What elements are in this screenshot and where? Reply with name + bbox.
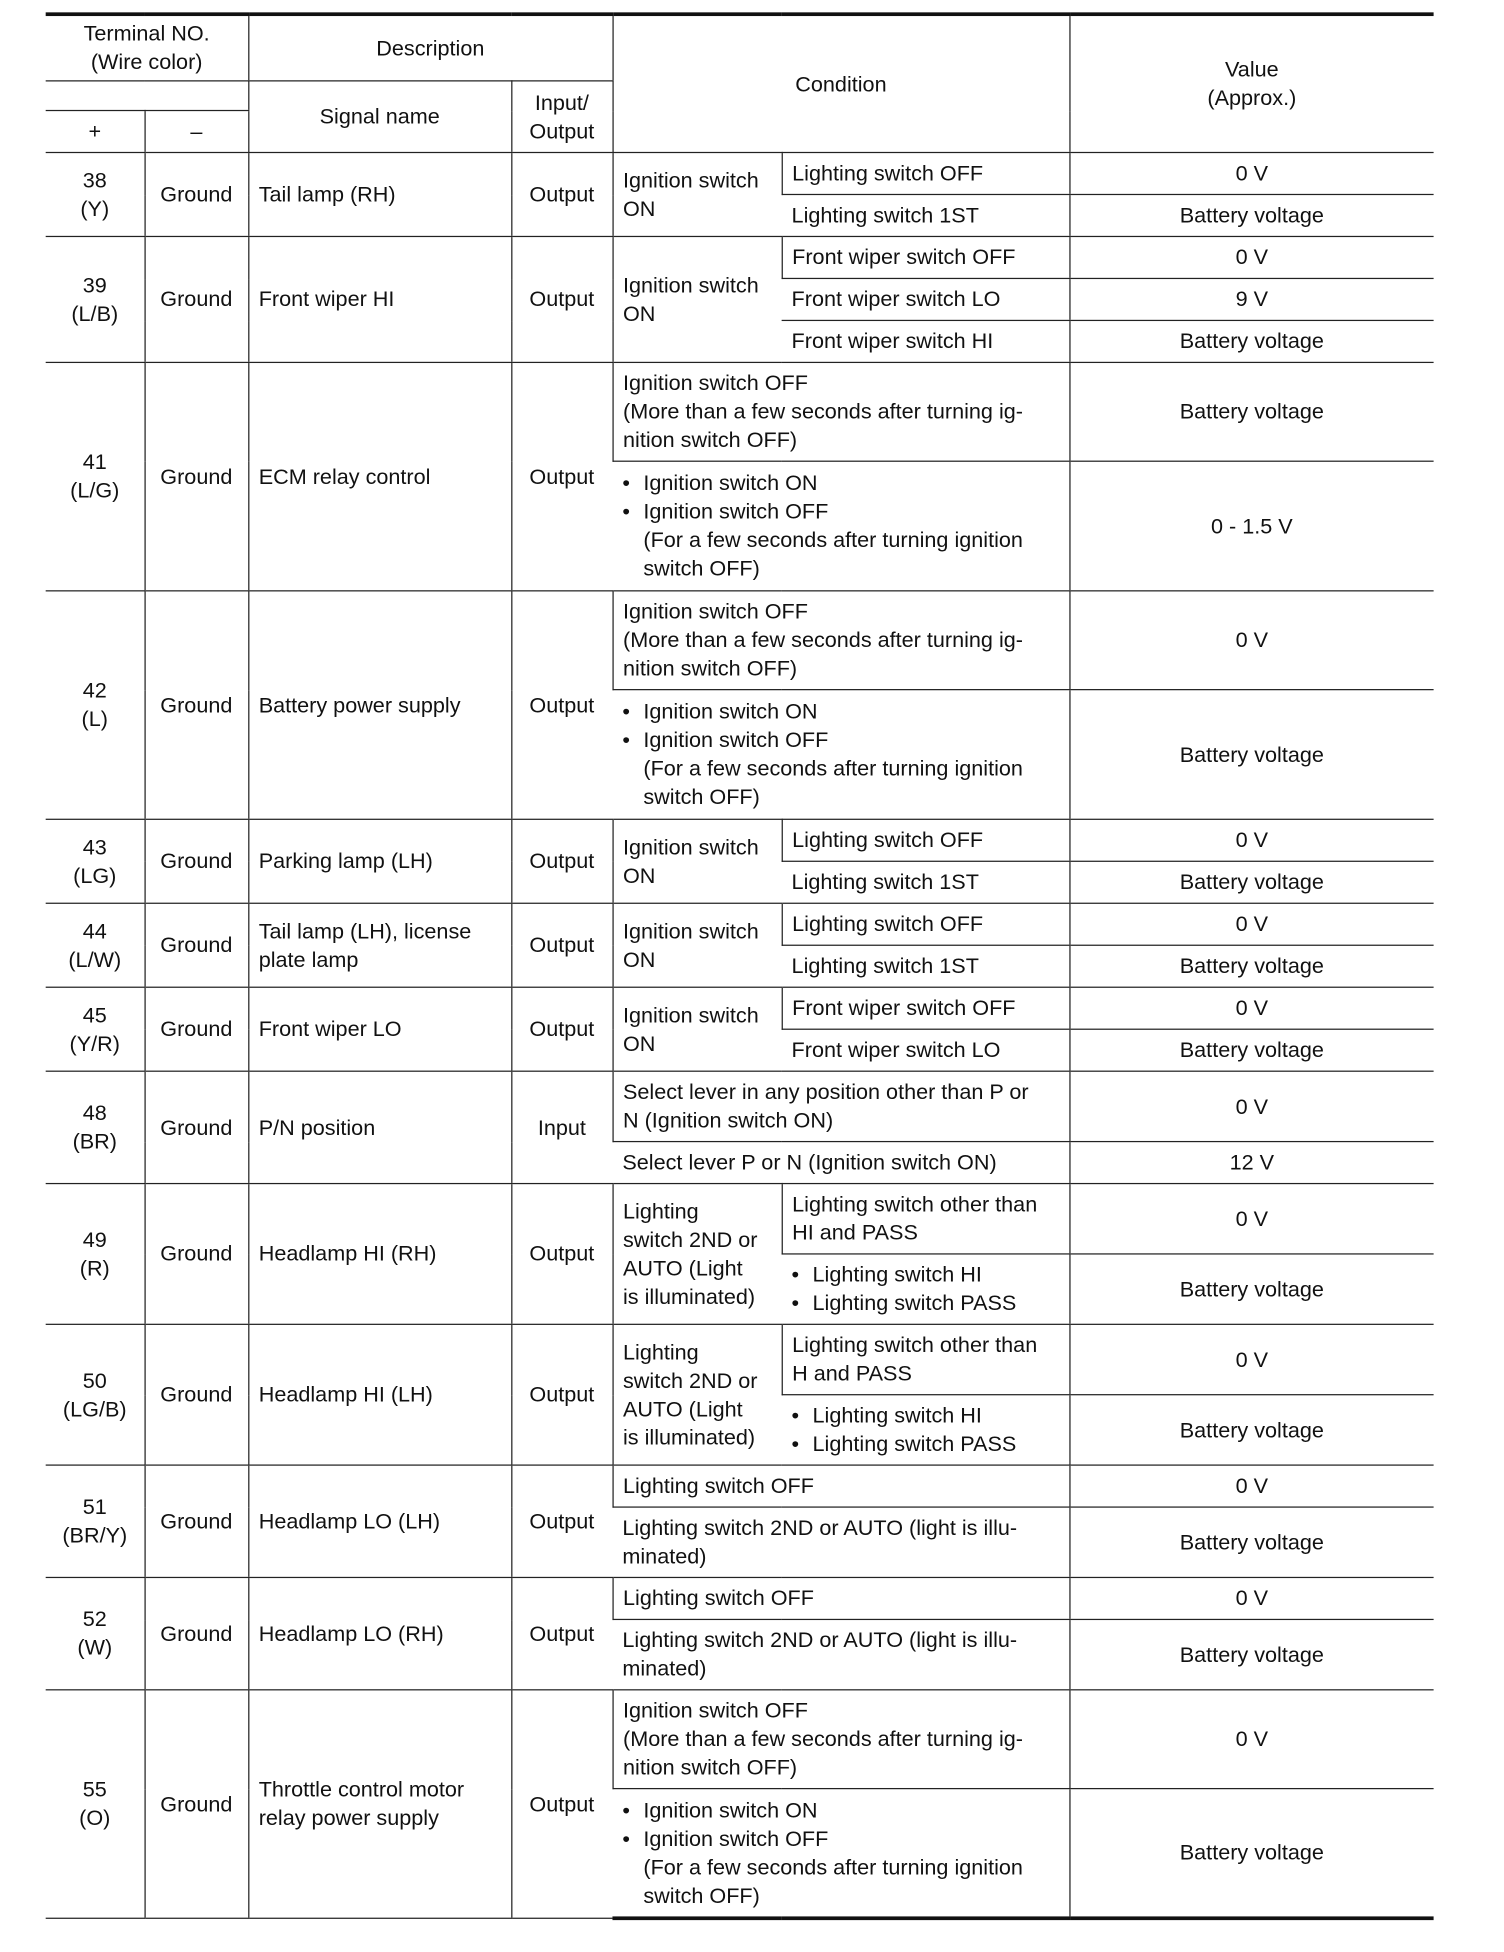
signal-name: Front wiper HI (248, 236, 511, 362)
ground-cell: Ground (144, 591, 248, 819)
bullet-item: • Lighting switch PASS (813, 1289, 1059, 1317)
condition-line: Ignition switch OFF (622, 598, 808, 624)
wire-color: (L/G) (70, 477, 120, 503)
condition-full (612, 690, 1069, 820)
signal-name: P/N position (248, 1071, 511, 1183)
header-io-line2: Output (529, 117, 595, 143)
terminal-cell (46, 1184, 145, 1325)
io-cell: Output (511, 591, 612, 819)
terminal-cell (46, 1324, 145, 1465)
value-cell: Battery voltage (1069, 1507, 1433, 1577)
condition-sub: Front wiper switch OFF (782, 236, 1070, 278)
io-cell: Input (511, 1071, 612, 1183)
ground-cell: Ground (144, 1071, 248, 1183)
terminal-cell (46, 1071, 145, 1183)
header-plus: + (46, 111, 145, 153)
signal-name: Headlamp LO (RH) (248, 1577, 511, 1689)
wire-color: (L/B) (71, 300, 119, 326)
bullet-item: • Lighting switch HI (813, 1401, 1059, 1429)
terminal-cell (46, 987, 145, 1071)
header-condition: Condition (612, 14, 1069, 152)
value-cell: Battery voltage (1069, 690, 1433, 820)
value-cell: Battery voltage (1069, 945, 1433, 987)
io-cell: Output (511, 1324, 612, 1465)
condition-main (612, 1324, 781, 1465)
bullet-item (643, 726, 1059, 811)
bullet-note: (For a few seconds after turning ignition (643, 755, 1023, 781)
condition-line: Lighting switch other than (792, 1191, 1038, 1217)
io-cell: Output (511, 987, 612, 1071)
condition-full (612, 1619, 1069, 1689)
bullet-item: • Lighting switch HI (813, 1261, 1059, 1289)
io-cell: Output (511, 1690, 612, 1918)
value-cell: Battery voltage (1069, 320, 1433, 362)
value-cell: Battery voltage (1069, 194, 1433, 236)
bullet-text: Ignition switch OFF (643, 727, 829, 752)
signal-name: Headlamp LO (LH) (248, 1465, 511, 1577)
terminal-cell (46, 1465, 145, 1577)
condition-sub: Lighting switch 1ST (782, 861, 1070, 903)
condition-line: N (Ignition switch ON) (622, 1107, 834, 1133)
condition-line: switch 2ND or (622, 1226, 758, 1252)
header-terminal-line2: (Wire color) (90, 49, 203, 75)
value-cell: 9 V (1069, 278, 1433, 320)
terminal-number: 55 (82, 1776, 107, 1802)
condition-full (612, 461, 1069, 591)
condition-full (612, 591, 1069, 690)
terminal-number: 48 (82, 1100, 107, 1125)
wire-color: (LG/B) (62, 1395, 127, 1421)
wire-color: (BR/Y) (62, 1522, 128, 1548)
wire-color: (W) (77, 1634, 113, 1660)
condition-full (612, 1071, 1069, 1141)
bullet-list (792, 1401, 1059, 1458)
terminal-cell (46, 903, 145, 987)
condition-line: H and PASS (792, 1360, 912, 1386)
condition-line: Select lever in any position other than P or (622, 1079, 1029, 1104)
bullet-text: Ignition switch OFF (643, 1825, 829, 1851)
value-cell: 0 V (1069, 1324, 1433, 1394)
io-cell: Output (511, 1465, 612, 1577)
bullet-item: • Ignition switch ON (643, 469, 1059, 497)
ground-cell: Ground (144, 1577, 248, 1689)
condition-line: Lighting switch 2ND or AUTO (light is illu- (622, 1515, 1018, 1540)
bullet-list (622, 698, 1059, 812)
value-cell: Battery voltage (1069, 1029, 1433, 1071)
condition-main (612, 1184, 781, 1325)
ground-cell: Ground (144, 1465, 248, 1577)
bullet-item (643, 1824, 1059, 1909)
condition-line: (More than a few seconds after turning ig- (622, 627, 1023, 652)
header-terminal-spacer (46, 81, 249, 111)
io-cell: Output (511, 362, 612, 590)
condition-sub (782, 1324, 1070, 1394)
value-cell: Battery voltage (1069, 1789, 1433, 1919)
condition-line: Lighting (622, 1198, 699, 1224)
condition-line: minated) (622, 1655, 707, 1681)
condition-sub: Lighting switch 1ST (782, 194, 1070, 236)
io-cell: Output (511, 236, 612, 362)
bullet-list (792, 1261, 1059, 1318)
terminal-number: 51 (82, 1494, 107, 1519)
bullet-item: • Lighting switch PASS (813, 1430, 1059, 1458)
io-cell: Output (511, 152, 612, 236)
terminal-number: 41 (82, 449, 107, 475)
condition-sub: Front wiper switch OFF (782, 987, 1070, 1029)
value-cell: Battery voltage (1069, 1254, 1433, 1324)
condition-line: Ignition switch OFF (622, 1697, 808, 1723)
condition-full: Select lever P or N (Ignition switch ON) (612, 1142, 1069, 1184)
condition-sub (782, 1254, 1070, 1324)
signal-name: Headlamp HI (LH) (248, 1324, 511, 1465)
condition-line: Lighting switch other than (792, 1332, 1038, 1358)
ground-cell: Ground (144, 236, 248, 362)
condition-line: is illuminated) (622, 1424, 756, 1450)
bullet-note: switch OFF) (643, 555, 760, 581)
ground-cell: Ground (144, 819, 248, 903)
condition-full (612, 1690, 1069, 1789)
condition-main: Ignition switch ON (612, 987, 781, 1071)
header-value (1069, 14, 1433, 152)
signal-name: Tail lamp (RH) (248, 152, 511, 236)
terminal-number: 50 (82, 1367, 107, 1393)
condition-line: is illuminated) (622, 1283, 756, 1309)
terminal-cell (46, 152, 145, 236)
bullet-note: switch OFF) (643, 1882, 760, 1908)
condition-sub (782, 1184, 1070, 1254)
value-cell: 0 V (1069, 152, 1433, 194)
signal-name: Tail lamp (LH), license plate lamp (248, 903, 511, 987)
header-description: Description (248, 14, 612, 81)
value-cell: 0 - 1.5 V (1069, 461, 1433, 591)
ground-cell: Ground (144, 1690, 248, 1918)
ground-cell: Ground (144, 903, 248, 987)
condition-sub: Front wiper switch HI (782, 320, 1070, 362)
condition-line: nition switch OFF) (622, 655, 798, 681)
bullet-item: • Ignition switch ON (643, 698, 1059, 726)
value-cell: Battery voltage (1069, 1395, 1433, 1465)
terminal-cell (46, 362, 145, 590)
value-cell: 0 V (1069, 591, 1433, 690)
terminal-cell (46, 1690, 145, 1918)
condition-sub: Lighting switch 1ST (782, 945, 1070, 987)
condition-line: Ignition switch OFF (622, 370, 808, 396)
header-value-line1: Value (1224, 56, 1279, 82)
value-cell: Battery voltage (1069, 861, 1433, 903)
terminal-number: 43 (82, 834, 107, 859)
condition-main: Ignition switch ON (612, 903, 781, 987)
bullet-note: switch OFF) (643, 784, 760, 809)
condition-main: Ignition switch ON (612, 236, 781, 362)
io-cell: Output (511, 903, 612, 987)
header-io-line1: Input/ (534, 89, 589, 115)
condition-line: (More than a few seconds after turning ig- (622, 1726, 1023, 1751)
condition-full (612, 1789, 1069, 1919)
wire-color: (LG) (73, 862, 117, 888)
ground-cell: Ground (144, 987, 248, 1071)
value-cell: 0 V (1069, 819, 1433, 861)
condition-sub: Lighting switch OFF (782, 903, 1070, 945)
value-cell: 0 V (1069, 903, 1433, 945)
wire-color: (Y) (80, 195, 110, 221)
condition-line: nition switch OFF) (622, 1754, 798, 1780)
bullet-list (622, 469, 1059, 583)
signal-name: Front wiper LO (248, 987, 511, 1071)
signal-name: Battery power supply (248, 591, 511, 819)
condition-line: nition switch OFF) (622, 427, 798, 452)
condition-line: Lighting switch 2ND or AUTO (light is illu- (622, 1627, 1018, 1653)
ground-cell: Ground (144, 362, 248, 590)
bullet-list (622, 1796, 1059, 1910)
ground-cell: Ground (144, 1184, 248, 1325)
condition-line: switch 2ND or (622, 1367, 758, 1393)
condition-line: AUTO (Light (622, 1395, 743, 1421)
condition-sub: Lighting switch OFF (782, 152, 1070, 194)
value-cell: Battery voltage (1069, 362, 1433, 461)
wire-color: (Y/R) (69, 1030, 120, 1056)
value-cell: 0 V (1069, 1465, 1433, 1507)
header-value-line2: (Approx.) (1207, 85, 1297, 110)
terminal-number: 49 (82, 1226, 107, 1252)
condition-full: Lighting switch OFF (612, 1577, 1069, 1619)
condition-main: Ignition switch ON (612, 819, 781, 903)
value-cell: 0 V (1069, 1577, 1433, 1619)
condition-line: HI and PASS (792, 1219, 918, 1245)
terminal-number: 39 (82, 272, 107, 297)
terminal-number: 52 (82, 1606, 107, 1632)
value-cell: 0 V (1069, 1184, 1433, 1254)
signal-name: Throttle control motor relay power supply (248, 1690, 511, 1918)
bullet-note: (For a few seconds after turning ignition (643, 527, 1023, 552)
header-io (511, 81, 612, 153)
signal-name: Parking lamp (LH) (248, 819, 511, 903)
signal-name: Headlamp HI (RH) (248, 1184, 511, 1325)
condition-full: Lighting switch OFF (612, 1465, 1069, 1507)
bullet-item: • Ignition switch ON (643, 1796, 1059, 1824)
condition-line: (More than a few seconds after turning ig- (622, 398, 1023, 424)
bullet-item (643, 498, 1059, 583)
header-minus: – (144, 111, 248, 153)
terminal-cell (46, 819, 145, 903)
ground-cell: Ground (144, 1324, 248, 1465)
wire-color: (BR) (72, 1128, 117, 1154)
value-cell: 12 V (1069, 1142, 1433, 1184)
wire-color: (L) (81, 706, 108, 732)
condition-sub (782, 1395, 1070, 1465)
wire-color: (R) (79, 1255, 110, 1280)
condition-main: Ignition switch ON (612, 152, 781, 236)
header-terminal-line1: Terminal NO. (83, 20, 210, 46)
terminal-number: 44 (82, 918, 107, 943)
bullet-note: (For a few seconds after turning ignition (643, 1854, 1023, 1879)
terminal-table (46, 12, 1434, 1920)
wire-color: (L/W) (68, 946, 122, 972)
terminal-cell (46, 236, 145, 362)
terminal-cell (46, 591, 145, 819)
value-cell: 0 V (1069, 1690, 1433, 1789)
bullet-text: Ignition switch OFF (643, 498, 829, 524)
condition-line: AUTO (Light (622, 1255, 743, 1280)
signal-name: ECM relay control (248, 362, 511, 590)
io-cell: Output (511, 1184, 612, 1325)
terminal-number: 42 (82, 677, 107, 703)
header-signal-name: Signal name (248, 81, 511, 153)
condition-sub: Front wiper switch LO (782, 278, 1070, 320)
condition-sub: Front wiper switch LO (782, 1029, 1070, 1071)
terminal-cell (46, 1577, 145, 1689)
value-cell: 0 V (1069, 236, 1433, 278)
ground-cell: Ground (144, 152, 248, 236)
condition-line: minated) (622, 1543, 707, 1569)
terminal-number: 45 (82, 1002, 107, 1027)
condition-full (612, 362, 1069, 461)
condition-full (612, 1507, 1069, 1577)
value-cell: 0 V (1069, 1071, 1433, 1141)
value-cell: 0 V (1069, 987, 1433, 1029)
io-cell: Output (511, 819, 612, 903)
value-cell: Battery voltage (1069, 1619, 1433, 1689)
terminal-number: 38 (82, 167, 107, 193)
wire-color: (O) (79, 1805, 111, 1830)
io-cell: Output (511, 1577, 612, 1689)
header-terminal (46, 14, 249, 81)
condition-sub: Lighting switch OFF (782, 819, 1070, 861)
condition-line: Lighting (622, 1339, 699, 1364)
